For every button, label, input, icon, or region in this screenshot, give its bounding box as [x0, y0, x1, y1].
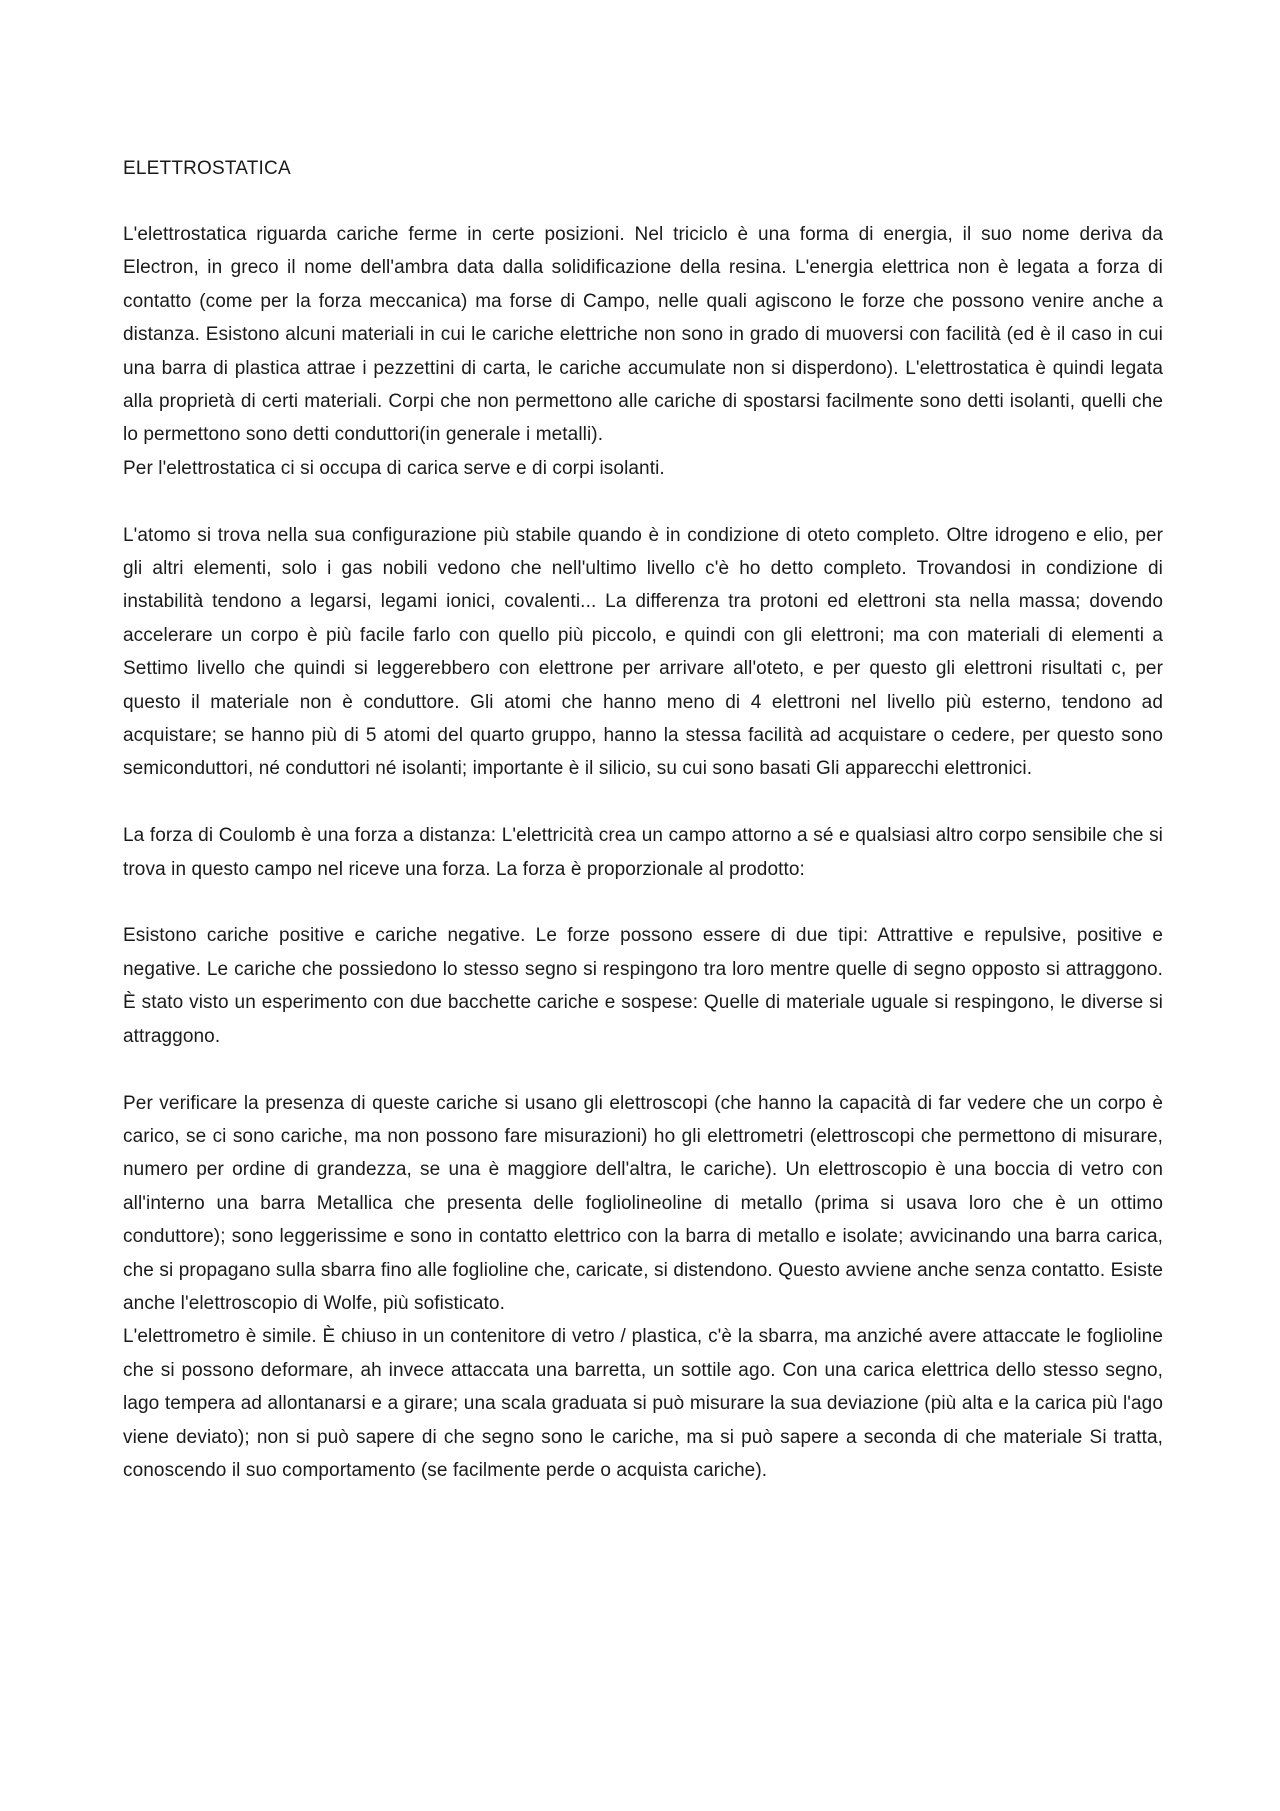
paragraph-elettrometro: L'elettrometro è simile. È chiuso in un contenitore di vetro / plastica, c'è la sbarra, ma anziché avere attaccate le foglioline che si possono deformare, ah invece attaccata una barretta, un sottile ago. Con una carica elettrica dello stesso segno, lago tempera ad allontanarsi e a girare; una scala graduata si può misurare la sua deviazione (più alta e la carica più l'ago viene deviato); non si può sapere di che segno sono le cariche, ma si può sapere a seconda di che materiale Si tratta, conoscendo il suo comportamento (se facilmente perde o acquista cariche). [123, 1326, 1163, 1481]
paragraph-atomo: L'atomo si trova nella sua configurazione più stabile quando è in condizione di oteto completo. Oltre idrogeno e elio, per gli altri elementi, solo i gas nobili vedono che nell'ultimo livello c'è ho detto completo. Trovandosi in condizione di instabilità tendono a legarsi, legami ionici, covalenti... La differenza tra protoni ed elettroni sta nella massa; dovendo accelerare un corpo è più facile farlo con quello più piccolo, e quindi con gli elettroni; ma con materiali di elementi a Settimo livello che quindi si leggerebbero con elettrone per arrivare all'oteto, e per questo gli elettroni risultati c, per questo il materiale non è conduttore. Gli atomi che hanno meno di 4 elettroni nel livello più esterno, tendono ad acquistare; se hanno più di 5 atomi del quarto gruppo, hanno la stessa facilità ad acquistare o cedere, per questo sono semiconduttori, né conduttori né isolanti; importante è il silicio, su cui sono basati Gli apparecchi elettronici. [123, 524, 1163, 780]
document-title: ELETTROSTATICA [123, 158, 291, 179]
paragraph-gap [123, 786, 1163, 819]
paragraph-gap [123, 1053, 1163, 1086]
paragraph-gap [123, 886, 1163, 919]
document-page [123, 152, 1163, 1487]
paragraph-elettroscopi: Per verificare la presenza di queste cariche si usano gli elettroscopi (che hanno la capacità di far vedere che un corpo è carico, se ci sono cariche, ma non possono fare misurazioni) ho gli elettrometri (elettroscopi che permettono di misurare, numero per ordine di grandezza, se una è maggiore dell'altra, le cariche). Un elettroscopio è una boccia di vetro con all'interno una barra Metallica che presenta delle fogliolineoline di metallo (prima si usava loro che è un ottimo conduttore); sono leggerissime e sono in contatto elettrico con la barra di metallo e isolate; avvicinando una barra carica, che si propagano sulla sbarra fino alle foglioline che, caricate, si distendono. Questo avviene anche senza contatto. Esiste anche l'elettroscopio di Wolfe, più sofisticato. [123, 1092, 1163, 1314]
paragraph-elettrostatica-note: Per l'elettrostatica ci si occupa di carica serve e di corpi isolanti. [123, 457, 665, 479]
paragraph-gap [123, 485, 1163, 518]
paragraph-coulomb: La forza di Coulomb è una forza a distanza: L'elettricità crea un campo attorno a sé e qualsiasi altro corpo sensibile che si trova in questo campo nel riceve una forza. La forza è proporzionale al prodotto: [123, 825, 1163, 880]
paragraph-cariche: Esistono cariche positive e cariche negative. Le forze possono essere di due tipi: Attrattive e repulsive, positive e negative. Le cariche che possiedono lo stesso segno si respingono tra loro mentre quelle di segno opposto si attraggono. È stato visto un esperimento con due bacchette cariche e sospese: Quelle di materiale uguale si respingono, le diverse si attraggono. [123, 925, 1163, 1047]
paragraph-elettrostatica-intro: L'elettrostatica riguarda cariche ferme in certe posizioni. Nel triciclo è una forma di energia, il suo nome deriva da Electron, in greco il nome dell'ambra data dalla solidificazione della resina. L'energia elettrica non è legata a forza di contatto (come per la forza meccanica) ma forse di Campo, nelle quali agiscono le forze che possono venire anche a distanza. Esistono alcuni materiali in cui le cariche elettriche non sono in grado di muoversi con facilità (ed è il caso in cui una barra di plastica attrae i pezzettini di carta, le cariche accumulate non si disperdono). L'elettrostatica è quindi legata alla proprietà di certi materiali. Corpi che non permettono alle cariche di spostarsi facilmente sono detti isolanti, quelli che lo permettono sono detti conduttori(in generale i metalli). [123, 224, 1163, 446]
